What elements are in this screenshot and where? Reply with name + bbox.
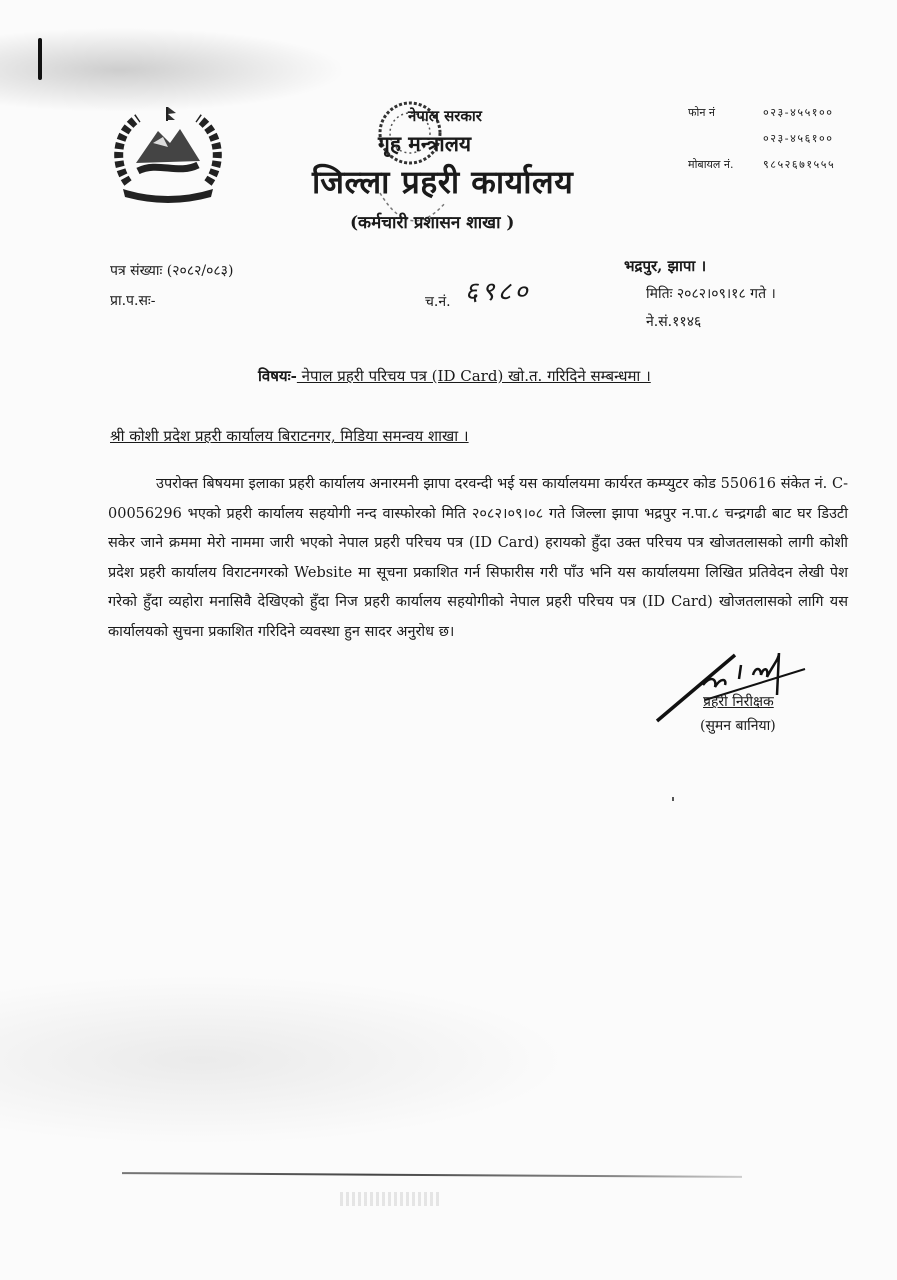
mobile-label: मोबायल नं.: [688, 158, 734, 171]
pra-pa-sa: प्रा.प.सः-: [110, 293, 156, 309]
letter-body: उपरोक्त बिषयमा इलाका प्रहरी कार्यालय अनारमनी झापा दरवन्दी भई यस कार्यालयमा कार्यरत कम्प्युटर कोड 550616 संकेत नं. C-00056296 भएको प्रहरी कार्यालय सहयोगी नन्द वास्फोरको मिति २०८२।०९।०८ गते जिल्ला झापा भद्रपुर न.पा.८ चन्द्रगढी बाट घर डिउटी सकेर जाने क्रममा मेरो नाममा जारी भएको नेपाल प्रहरी परिचय पत्र (ID Card) हरायको हुँदा उक्त परिचय पत्र खोजतलासको लागी कोशी प्रदेश प्रहरी कार्यालय विराटनगरको Website मा सूचना प्रकाशित गर्न सिफारीस गरी पाँउ भनि यस कार्यालयमा लिखित प्रतिवेदन लेखी पेश गरेको हुँदा व्यहोरा मनासिवै देखिएको हुँदा निज प्रहरी कार्यालय सहयोगीको नेपाल प्रहरी परिचय पत्र (ID Card) खोजतलासको लागि यस कार्यालयको सुचना प्रकाशित गरिदिने व्यवस्था हुन सादर अनुरोध छ।: [108, 476, 848, 640]
dispatch-label: च.नं.: [425, 294, 451, 310]
addressee: श्री कोशी प्रदेश प्रहरी कार्यालय बिराटनगर, मिडिया समन्वय शाखा ।: [110, 427, 469, 445]
nepal-sambat: ने.सं.११४६: [646, 314, 702, 330]
ministry-name: गृह मन्त्रालय: [378, 131, 472, 156]
letter-number: पत्र संख्याः (२०८२/०८३): [110, 263, 234, 279]
mobile-number: ९८५२६७१५५५: [763, 158, 836, 171]
government-name: नेपाल सरकार: [408, 107, 482, 125]
signatory-title: प्रहरी निरीक्षक: [703, 694, 774, 710]
phone-label: फोन नं: [688, 106, 716, 119]
subject-line: [258, 366, 651, 386]
handwritten-signature-icon: [655, 645, 825, 725]
subject-label: विषयः-: [258, 367, 297, 385]
speck: [672, 797, 674, 801]
dispatch-value: ६९८०: [464, 277, 531, 307]
signatory-name: (सुमन बानिया): [700, 718, 776, 734]
dispatch-number: [425, 278, 531, 314]
letter-meta-right: [624, 252, 776, 336]
nepal-emblem-icon: [108, 103, 228, 205]
date: मितिः २०८२।०९।१८ गते ।: [646, 286, 776, 302]
faint-bleedthrough: [340, 1192, 440, 1206]
office-name: जिल्ला प्रहरी कार्यालय: [312, 163, 574, 201]
subject-text: नेपाल प्रहरी परिचय पत्र (ID Card) खो.त. गरिदिने सम्बन्धमा ।: [296, 367, 651, 385]
letter-meta-left: [110, 256, 233, 316]
phone-number-1: ०२३-४५५१००: [763, 106, 834, 119]
place: भद्रपुर, झापा ।: [624, 257, 707, 275]
phone-number-2: ०२३-४५६१००: [763, 132, 834, 145]
branch-name: (कर्मचारी प्रशासन शाखा ): [350, 213, 515, 233]
contact-block: [688, 100, 835, 178]
footer-rule: [122, 1172, 742, 1178]
staple-mark: [38, 38, 42, 80]
